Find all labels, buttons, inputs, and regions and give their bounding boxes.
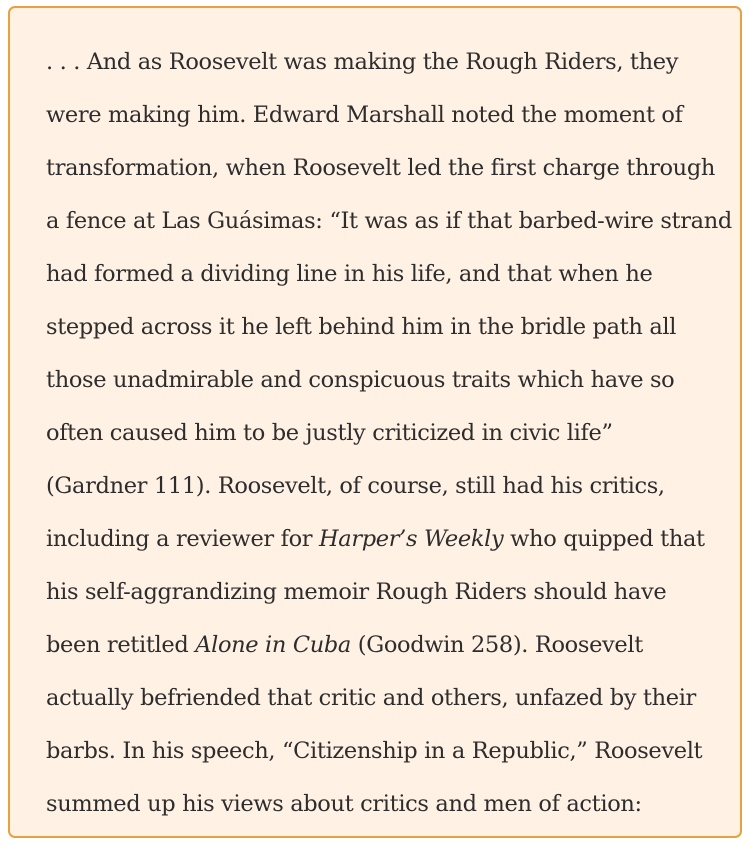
quote-box	[8, 6, 742, 838]
passage-line: actually befriended that critic and others, unfazed by their	[46, 685, 696, 711]
passage-line: were making him. Edward Marshall noted the moment of	[46, 102, 683, 128]
italic-title: Harper’s Weekly	[319, 526, 504, 552]
passage-line: (Gardner 111). Roosevelt, of course, still had his critics,	[46, 473, 665, 499]
passage-paragraph	[46, 36, 732, 831]
line-text: including a reviewer for	[46, 526, 319, 552]
passage-line: often caused him to be justly criticized in civic life”	[46, 420, 613, 446]
passage-line: had formed a dividing line in his life, and that when he	[46, 261, 653, 287]
line-text: been retitled	[46, 632, 196, 658]
passage-line: barbs. In his speech, “Citizenship in a Republic,” Roosevelt	[46, 738, 703, 764]
line-text: (Goodwin 258). Roosevelt	[350, 632, 643, 658]
passage-line: transformation, when Roosevelt led the first charge through	[46, 155, 716, 181]
passage-line: summed up his views about critics and men of action:	[46, 791, 642, 817]
passage-line: a fence at Las Guásimas: “It was as if that barbed-wire strand	[46, 208, 732, 234]
line-text: who quipped that	[503, 526, 705, 552]
passage-line	[46, 619, 710, 672]
passage-line: . . . And as Roosevelt was making the Rough Riders, they	[46, 49, 679, 75]
passage-line	[46, 513, 710, 566]
italic-title: Alone in Cuba	[195, 632, 351, 658]
passage-line: those unadmirable and conspicuous traits which have so	[46, 367, 675, 393]
passage-line: his self-aggrandizing memoir Rough Riders should have	[46, 579, 667, 605]
passage-line: stepped across it he left behind him in the bridle path all	[46, 314, 677, 340]
